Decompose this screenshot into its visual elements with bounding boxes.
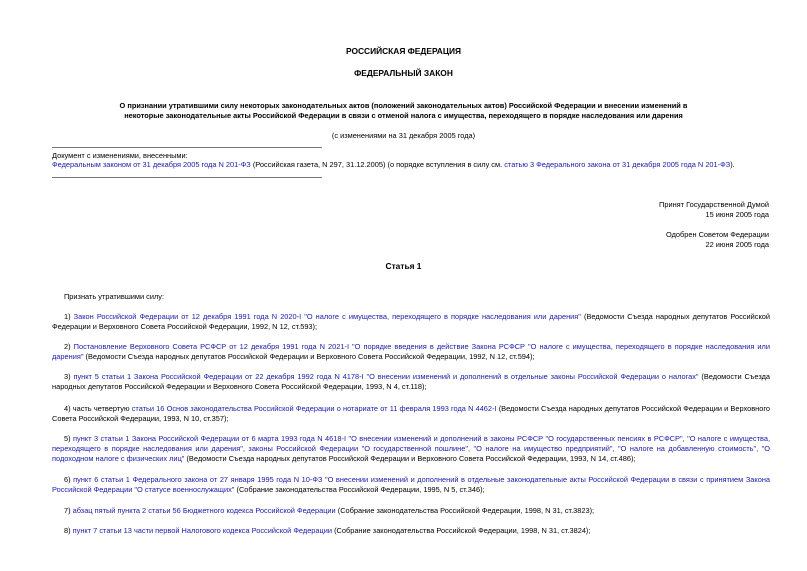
changes-text-part1: (Российская газета, N 297, 31.12.2005) (о порядке вступления в силу см.: [250, 160, 505, 169]
item-text: (Собрание законодательства Российской Федерации, 1998, N 31, ст.3823);: [335, 506, 595, 515]
law-link[interactable]: пункт 5 статьи 1 Закона Российской Федерации от 22 декабря 1992 года N 4178-I "О внесении изменений и дополнений в отдельные законы Российской Федерации о налогах": [73, 372, 699, 381]
article-intro: Признать утратившими силу:: [64, 292, 165, 301]
item-number: 8): [64, 526, 73, 535]
changes-text: [52, 160, 735, 170]
amending-law-link[interactable]: Федеральным законом от 31 декабря 2005 года N 201-ФЗ: [52, 160, 251, 169]
changes-label: Документ с изменениями, внесенными:: [52, 151, 188, 160]
item-text: (Собрание законодательства Российской Федерации, 1998, N 31, ст.3824);: [332, 526, 591, 535]
item-number: 4): [64, 404, 73, 413]
item-number: 1): [64, 312, 74, 321]
item-text: (Собрание законодательства Российской Федерации, 1995, N 5, ст.346);: [234, 485, 485, 494]
list-item: [52, 475, 770, 495]
list-item: [52, 506, 770, 516]
document-title-line1: О признании утратившими силу некоторых законодательных актов (положений законодательных актов) Российской Федерации и внесении изменений в: [119, 101, 688, 110]
item-text: (Ведомости Съезда народных депутатов Российской Федерации и Верховного Совета Российской Федерации, 1993, N 10, ст.357);: [52, 404, 770, 423]
law-type-heading: ФЕДЕРАЛЬНЫЙ ЗАКОН: [354, 68, 453, 78]
law-link[interactable]: пункт 3 статьи 1 Закона Российской Федерации от 6 марта 1993 года N 4618-I "О внесении изменений и дополнений в законы РСФСР "О государственных пенсиях в РСФСР", "О налоге с имущества, переходящего в порядке наследования или дарения", законы Российской Федерации "О государственной пошлине", "О налоге на имущество предприятий", "О налоге на добавленную стоимость", "О подоходном налоге с физических лиц": [52, 434, 771, 463]
council-approval: Одобрен Советом Федерации: [666, 230, 769, 239]
law-link[interactable]: статьи 16 Основ законодательства Российской Федерации о нотариате от 11 февраля 1993 года N 4462-I: [131, 404, 497, 413]
duma-adoption: Принят Государственной Думой: [659, 200, 769, 209]
item-number: 7): [64, 506, 73, 515]
duma-adoption-date: 15 июня 2005 года: [705, 210, 769, 219]
item-text: (Ведомости Съезда народных депутатов Российской Федерации и Верховного Совета Российской Федерации, 1992, N 12, ст.593);: [52, 312, 771, 331]
article-heading: Статья 1: [385, 261, 422, 271]
edition-note: (с изменениями на 31 декабря 2005 года): [331, 131, 476, 140]
item-number: 6): [64, 475, 74, 484]
item-number: 5): [64, 434, 74, 443]
changes-top-rule: [52, 147, 322, 148]
item-text: (Ведомости Съезда народных депутатов Российской Федерации и Верховного Совета Российской Федерации, 1992, N 12, ст.594);: [83, 352, 535, 361]
list-item: [52, 342, 770, 362]
document-title-line2: некоторые законодательные акты Российской Федерации в связи с отменой налога с имущества, переходящего в порядке наследования или дарения: [124, 111, 683, 120]
list-item: [52, 312, 770, 332]
entry-into-force-link[interactable]: статью 3 Федерального закона от 31 декабря 2005 года N 201-ФЗ: [504, 160, 731, 169]
item-number: 2): [64, 342, 74, 351]
council-approval-date: 22 июня 2005 года: [705, 240, 769, 249]
changes-text-part2: ).: [730, 160, 735, 169]
item-text: (Ведомости Съезда народных депутатов Российской Федерации и Верховного Совета Российской Федерации, 1993, N 14, ст.486);: [184, 454, 636, 463]
list-item: [52, 372, 770, 392]
item-prefix: часть четвертую: [72, 404, 132, 413]
item-number: 3): [64, 372, 74, 381]
law-link[interactable]: Постановление Верховного Совета РСФСР от 12 декабря 1991 года N 2021-I "О порядке введения в действие Закона РСФСР "О налоге с имущества, переходящего в порядке наследования или дарения": [52, 342, 770, 361]
law-link[interactable]: пункт 7 статьи 13 части первой Налогового кодекса Российской Федерации: [72, 526, 333, 535]
law-link[interactable]: пункт 6 статьи 1 Федерального закона от 27 января 1995 года N 10-ФЗ "О внесении изменений и дополнений в отдельные законодательные акты Российской Федерации в связи с принятием Закона Российской Федерации "О статусе военнослужащих": [52, 475, 771, 494]
list-item: [52, 434, 770, 464]
changes-bottom-rule: [52, 177, 322, 178]
law-link[interactable]: абзац пятый пункта 2 статьи 56 Бюджетного кодекса Российской Федерации: [72, 506, 336, 515]
law-link[interactable]: Закон Российской Федерации от 12 декабря 1991 года N 2020-I "О налоге с имущества, переходящего в порядке наследования или дарения": [73, 312, 581, 321]
item-text: (Ведомости Съезда народных депутатов Российской Федерации и Верховного Совета Российской Федерации, 1993, N 4, ст.118);: [52, 372, 770, 391]
country-heading: РОССИЙСКАЯ ФЕДЕРАЦИЯ: [345, 46, 462, 56]
list-item: [52, 526, 770, 536]
list-item: [52, 404, 770, 424]
